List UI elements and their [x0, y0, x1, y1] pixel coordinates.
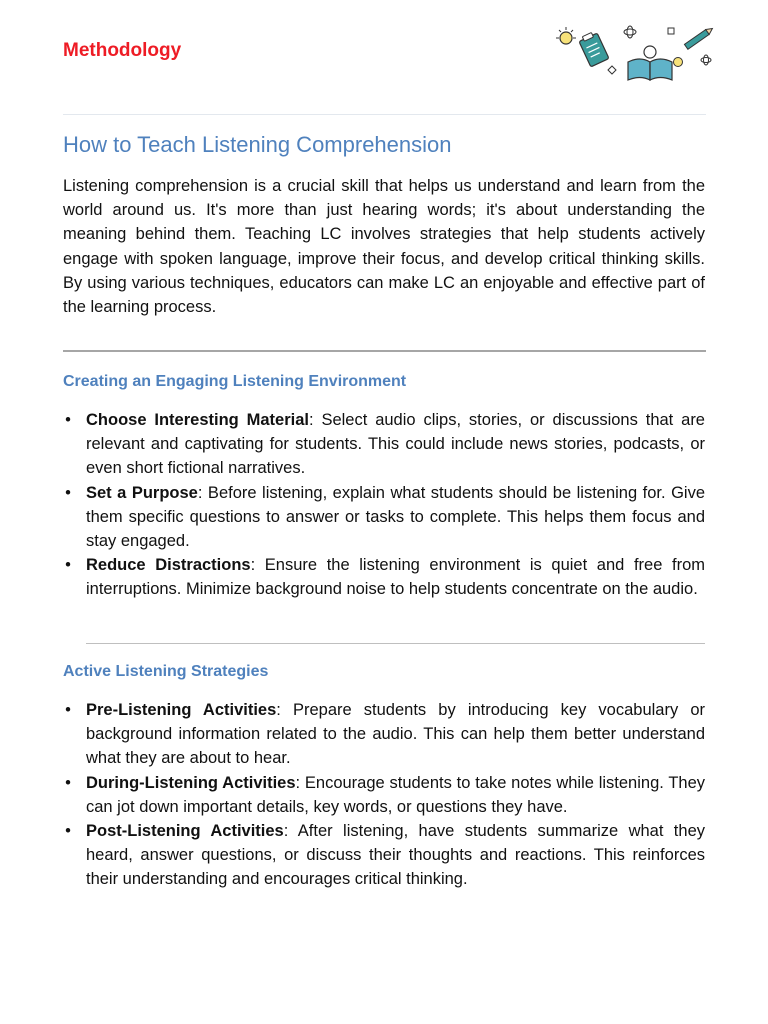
item-term: Pre-Listening Activities: [86, 701, 277, 719]
list-item: [63, 408, 705, 481]
page-header: [0, 0, 768, 115]
item-text: : Select audio clips, stories, or discussions that are relevant and captivating for students. This could include news stories, podcasts, or even short fictional narratives.: [86, 411, 705, 478]
bullet-icon: •: [65, 411, 71, 429]
section-label: Methodology: [63, 40, 182, 61]
item-term: Reduce Distractions: [86, 556, 251, 575]
list-item: [63, 553, 705, 601]
list-item: [63, 771, 705, 819]
header-divider: [63, 114, 706, 115]
page-title: How to Teach Listening Comprehension: [63, 132, 452, 157]
item-text: : Encourage students to take notes while listening. They can jot down important details, key words, or questions they have.: [86, 773, 706, 816]
bullet-icon: •: [65, 556, 71, 575]
environment-list: [63, 408, 705, 602]
section-heading-environment: Creating an Engaging Listening Environment: [63, 373, 407, 390]
item-term: During-Listening Activities: [86, 773, 296, 792]
item-term: Post-Listening Activities: [86, 822, 284, 841]
item-text: : Before listening, explain what students should be listening for. Give them specific questions to answer or tasks to complete. This helps them focus and stay engaged.: [86, 483, 705, 551]
strategies-list: [63, 698, 705, 892]
item-term: Choose Interesting Material: [86, 411, 309, 429]
list-item: [63, 819, 705, 892]
section-heading-strategies: Active Listening Strategies: [63, 663, 269, 680]
bullet-icon: •: [65, 483, 71, 502]
bullet-icon: •: [65, 701, 71, 719]
item-text: : Ensure the listening environment is quiet and free from interruptions. Minimize background noise to help students concentrate on the audio.: [86, 556, 705, 599]
list-item: [63, 481, 705, 554]
education-doodles-icon: [548, 18, 718, 86]
item-term: Set a Purpose: [86, 483, 198, 502]
section-divider: [63, 350, 706, 352]
item-text: : Prepare students by introducing key vocabulary or background information related to the audio. This can help them better understand what they are about to hear.: [86, 701, 705, 768]
list-divider: [86, 643, 705, 644]
bullet-icon: •: [65, 822, 71, 841]
bullet-icon: •: [65, 773, 71, 792]
list-item: [63, 698, 705, 771]
intro-paragraph: Listening comprehension is a crucial skill that helps us understand and learn from the world around us. It's more than just hearing words; it's about understanding the meaning behind them. Teaching LC involves strategies that help students actively engage with spoken language, improve their focus, and develop critical thinking skills. By using various techniques, educators can make LC an enjoyable and effective part of the learning process.: [63, 177, 705, 317]
item-text: : After listening, have students summarize what they heard, answer questions, or discuss their thoughts and reactions. This reinforces their understanding and encourages critical thinking.: [86, 822, 705, 889]
